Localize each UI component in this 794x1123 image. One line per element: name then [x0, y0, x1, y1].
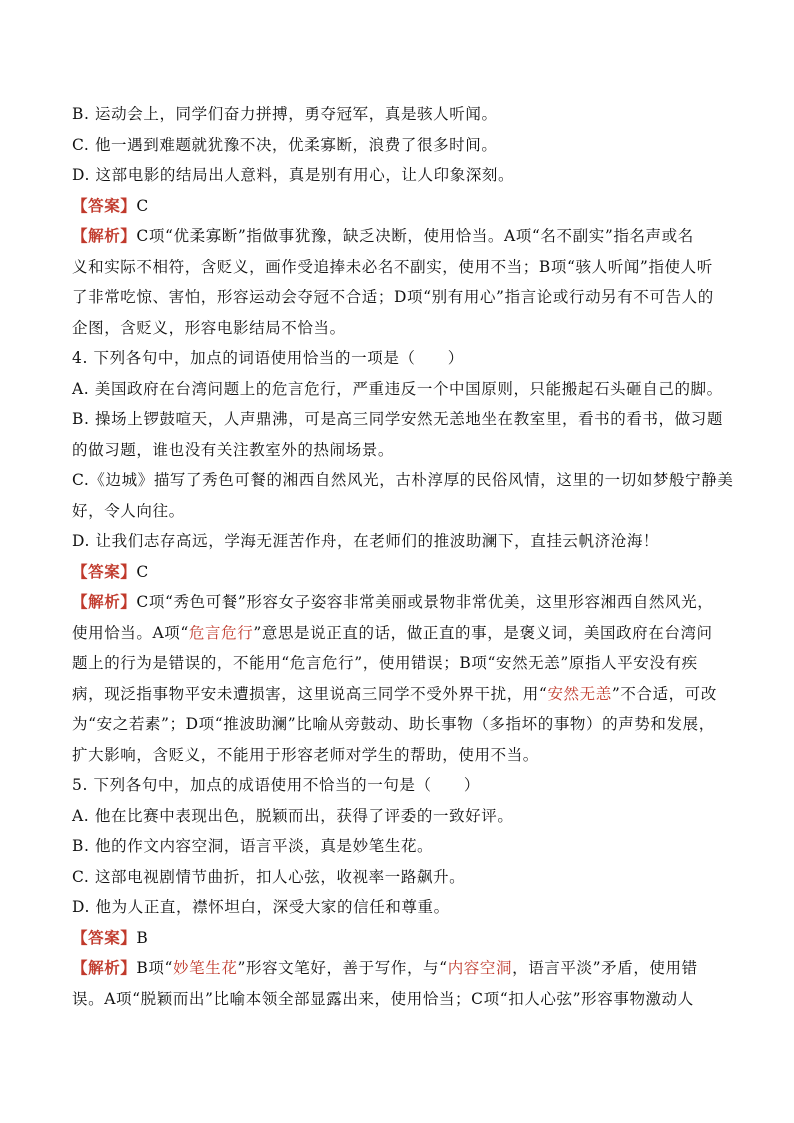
option-text: A. 美国政府在台湾问题上的危言危行，严重违反一个中国原则，只能搬起石头砸自己的脚。	[72, 379, 723, 398]
analysis-continuation	[72, 618, 726, 649]
option-text: B. 运动会上，同学们奋力拼搏，勇夺冠军，真是骇人听闻。	[72, 105, 498, 123]
option-continuation	[72, 435, 726, 466]
analysis-text: 企图，含贬义，形容电影结局不恰当。	[72, 318, 346, 337]
answer-value: C	[136, 196, 149, 215]
analysis-text: C项“优柔寡断”指做事犹豫，缺乏决断，使用恰当。A项“名不副实”指名声或名	[136, 227, 694, 245]
analysis-continuation	[72, 709, 726, 740]
option-text: B. 操场上锣鼓喧天，人声鼎沸，可是高三同学安然无恙地坐在教室里，看书的看书，做习题	[72, 410, 723, 428]
highlighted-term: 内容空洞	[447, 959, 513, 977]
analysis-text: 题上的行为是错误的，不能用“危言危行”，使用错误；B项“安然无恙”原指人平安没有疾	[72, 654, 698, 672]
highlighted-term: 妙笔生花	[173, 959, 238, 977]
option-line	[72, 99, 726, 130]
analysis-continuation	[72, 252, 726, 283]
answer-line	[72, 923, 726, 954]
option-text: D. 让我们志存高远，学海无涯苦作舟，在老师们的推波助澜下，直挂云帆济沧海！	[72, 532, 660, 550]
analysis-continuation	[72, 313, 726, 344]
option-line	[72, 465, 734, 496]
analysis-text: ”意思是说正直的话，做正直的事，是褒义词，美国政府在台湾问	[253, 623, 713, 642]
option-line	[72, 862, 726, 893]
document-page	[72, 99, 734, 1014]
option-line	[72, 374, 726, 405]
analysis-continuation	[72, 282, 726, 313]
option-text: C. 他一遇到难题就犹豫不决，优柔寡断，浪费了很多时间。	[72, 135, 498, 154]
option-line	[72, 801, 726, 832]
analysis-tag: 【解析】	[72, 226, 137, 245]
option-text: D. 这部电影的结局出人意料，真是别有用心，让人印象深刻。	[72, 166, 515, 184]
analysis-text: ，语言平淡”矛盾，使用错	[512, 959, 698, 977]
analysis-text: 使用恰当。A项“	[72, 623, 189, 642]
analysis-continuation	[72, 740, 726, 771]
analysis-text: B项“	[136, 959, 174, 977]
option-text: 好，令人向往。	[72, 501, 185, 520]
question-text: 4. 下列各句中，加点的词语使用恰当的一项是（ ）	[72, 349, 464, 367]
option-line	[72, 160, 726, 191]
option-line	[72, 404, 726, 435]
option-line	[72, 831, 726, 862]
highlighted-term: 危言危行	[188, 623, 254, 642]
analysis-text: 为“安之若素”；D项“推波助澜”比喻从旁鼓动、助长事物（多指坏的事物）的声势和发展，	[72, 715, 715, 733]
option-text: C. 这部电视剧情节曲折，扣人心弦，收视率一路飙升。	[72, 867, 466, 886]
analysis-line	[72, 587, 726, 618]
analysis-text: 病，现泛指事物平安未遭损害，这里说高三同学不受外界干扰，用“	[72, 684, 548, 703]
analysis-text: 误。A项“脱颖而出”比喻本领全部显露出来，使用恰当；C项“扣人心弦”形容事物激动人	[72, 989, 694, 1008]
option-text: D. 他为人正直，襟怀坦白，深受大家的信任和尊重。	[72, 898, 450, 916]
answer-line	[72, 191, 726, 222]
option-text: 的做习题，谁也没有关注教室外的热闹场景。	[72, 440, 395, 459]
analysis-continuation	[72, 984, 726, 1015]
option-continuation	[72, 496, 726, 527]
answer-value: B	[136, 928, 149, 947]
analysis-text: 了非常吃惊、害怕，形容运动会夺冠不合适；D项“别有用心”指言论或行动另有不可告人的	[72, 288, 714, 306]
analysis-text: 扩大影响，含贬义，不能用于形容老师对学生的帮助，使用不当。	[72, 745, 539, 764]
answer-tag: 【答案】	[72, 195, 137, 215]
analysis-line	[72, 221, 726, 252]
option-text: B. 他的作文内容空洞，语言平淡，真是妙笔生花。	[72, 837, 434, 855]
analysis-line	[72, 953, 726, 984]
question-line	[72, 770, 726, 801]
option-text: A. 他在比赛中表现出色，脱颖而出，获得了评委的一致好评。	[72, 806, 514, 825]
analysis-continuation	[72, 648, 726, 679]
option-line	[72, 130, 726, 161]
answer-tag: 【答案】	[72, 561, 137, 581]
answer-line	[72, 557, 726, 588]
analysis-continuation	[72, 679, 726, 710]
option-text: C.《边城》描写了秀色可餐的湘西自然风光，古朴淳厚的民俗风情，这里的一切如梦般宁静美	[72, 471, 734, 489]
option-line	[72, 526, 726, 557]
answer-tag: 【答案】	[72, 927, 137, 947]
analysis-text: ”不合适，可改	[611, 684, 717, 703]
highlighted-term: 安然无恙	[547, 684, 612, 703]
question-text: 5. 下列各句中，加点的成语使用不恰当的一句是（ ）	[72, 776, 480, 794]
analysis-text: ”形容文笔好，善于写作，与“	[237, 959, 448, 977]
option-line	[72, 892, 726, 923]
analysis-tag: 【解析】	[72, 958, 137, 977]
analysis-text: C项“秀色可餐”形容女子姿容非常美丽或景物非常优美，这里形容湘西自然风光，	[136, 593, 714, 611]
analysis-tag: 【解析】	[72, 592, 137, 611]
analysis-text: 义和实际不相符，含贬义，画作受追捧未必名不副实，使用不当；B项“骇人听闻”指使人听	[72, 257, 713, 276]
question-line	[72, 343, 726, 374]
answer-value: C	[136, 562, 149, 581]
